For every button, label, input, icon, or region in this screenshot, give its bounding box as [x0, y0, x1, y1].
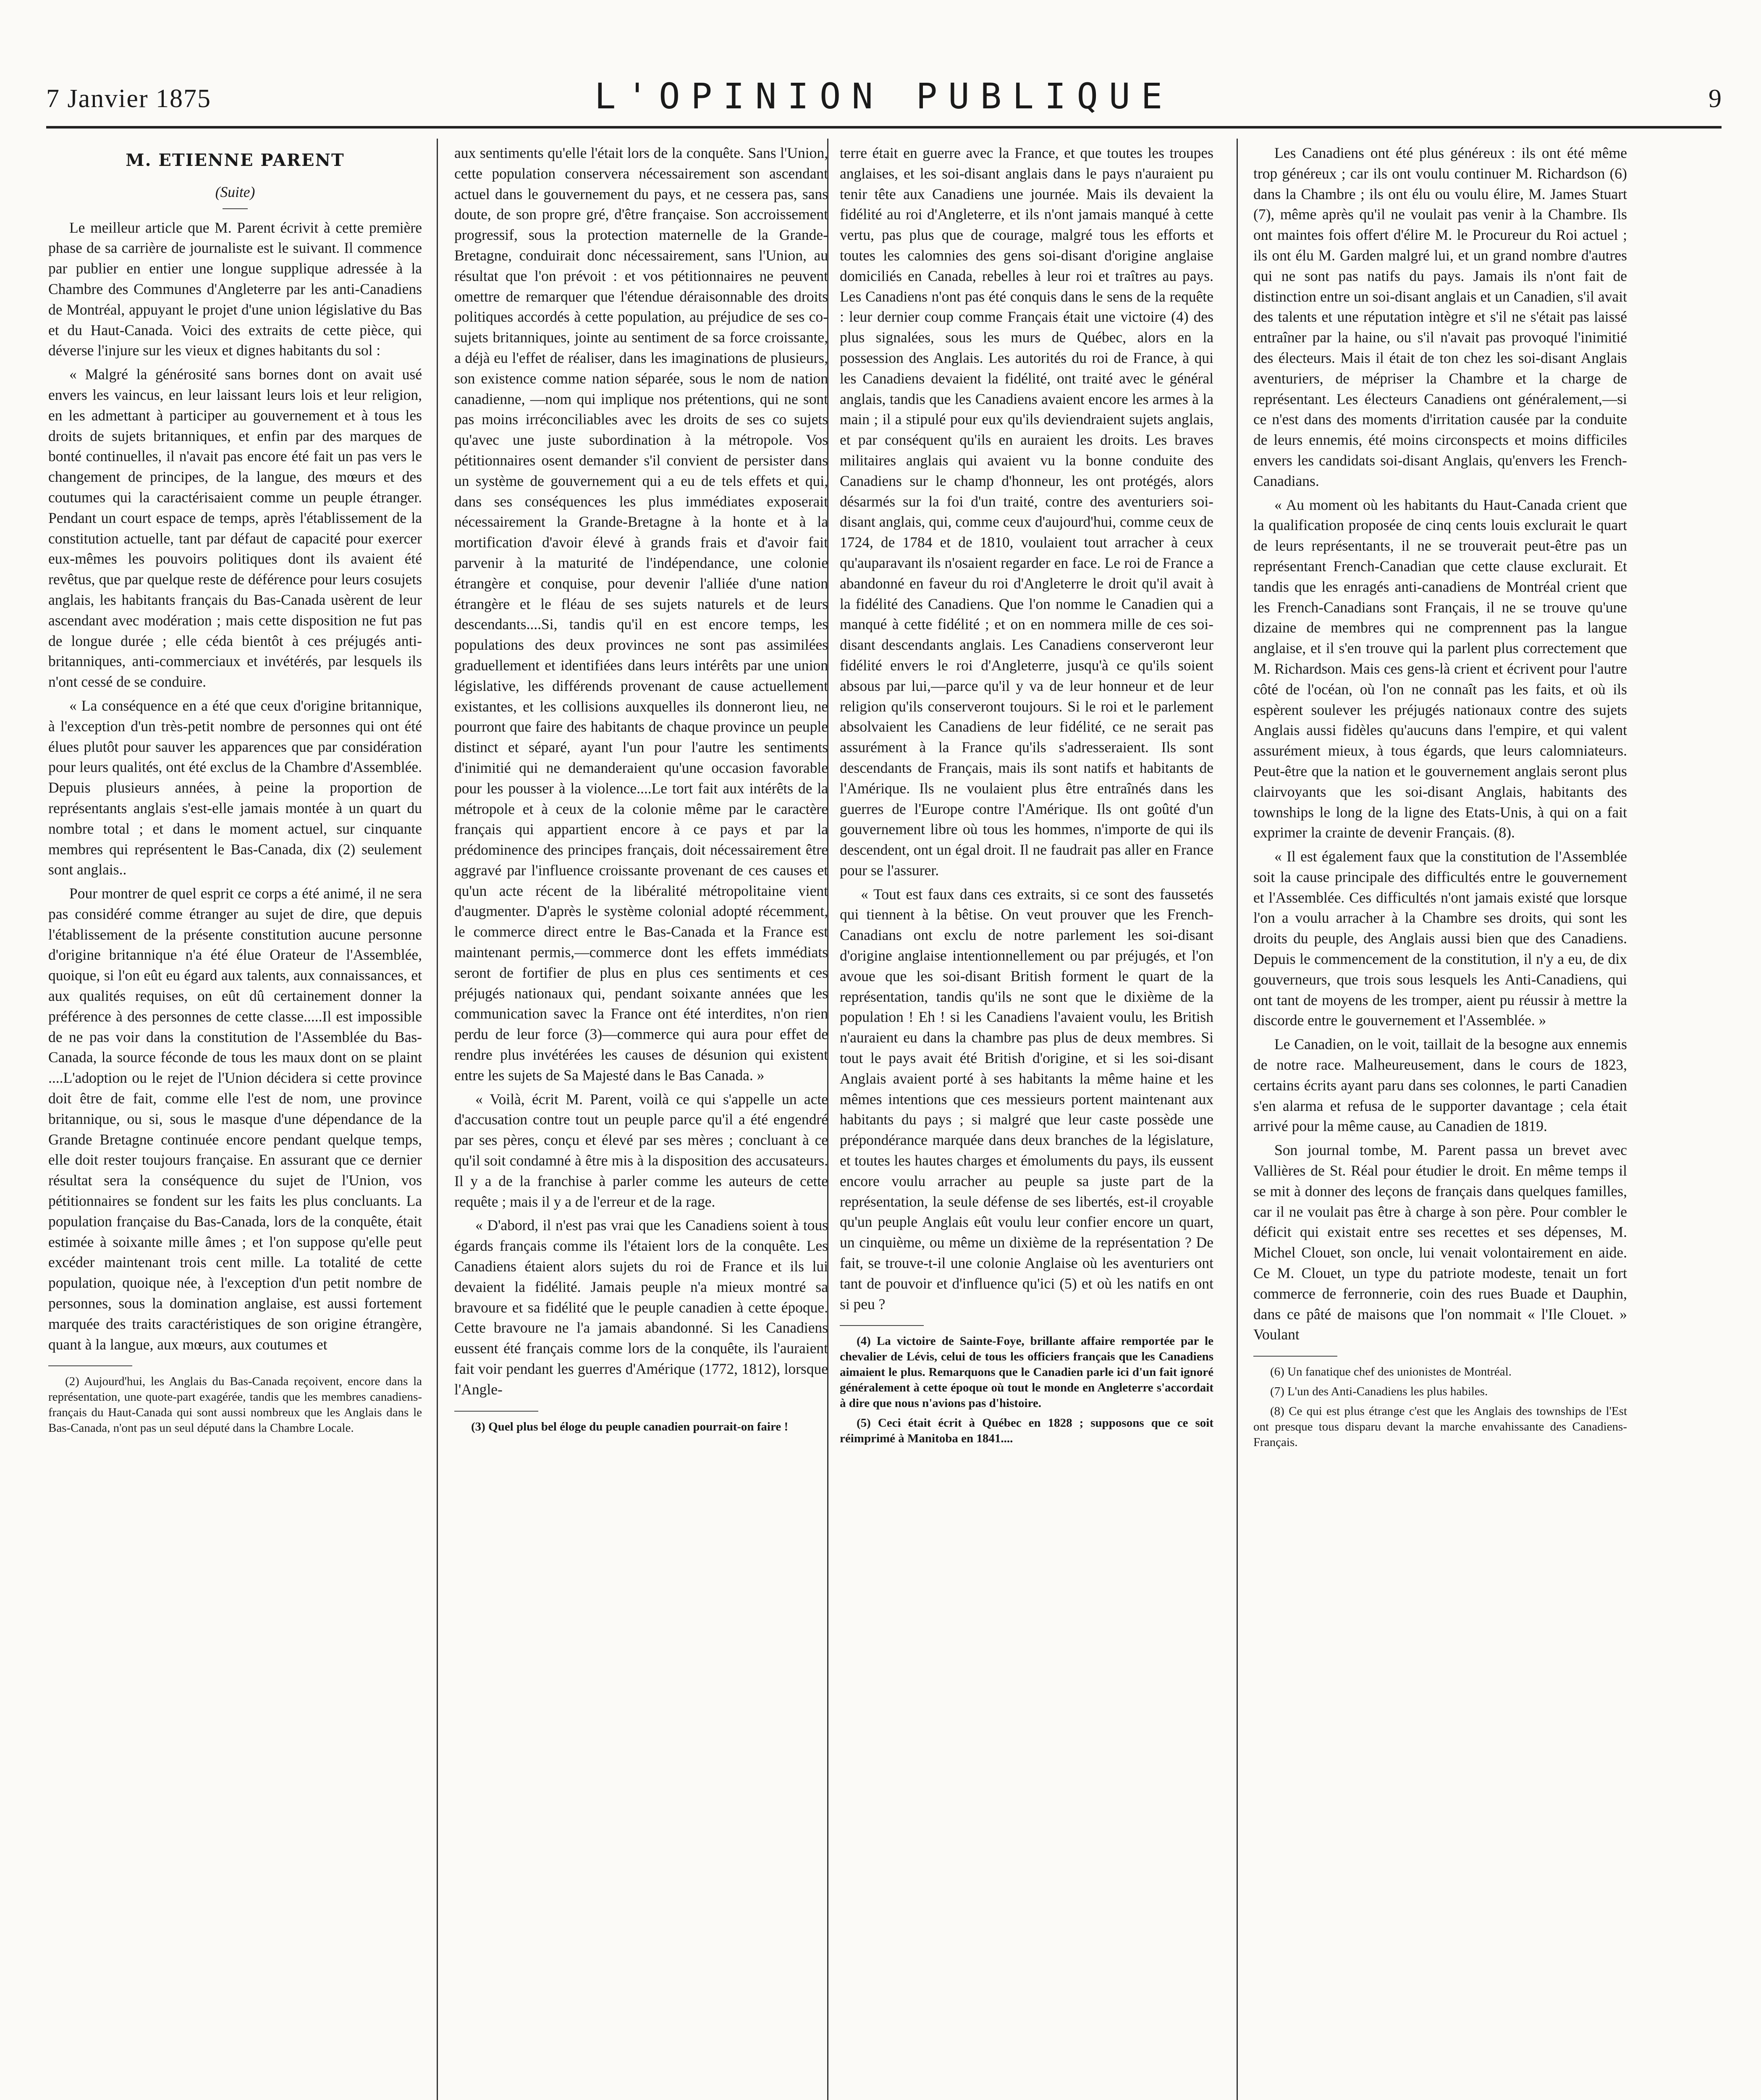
paragraph: « Voilà, écrit M. Parent, voilà ce qui s'appelle un acte d'accusation contre tout un peuple parce qu'il a été engendré par ses pères, conçu et élevé par ses mères ; concluant à ce qu'il soit condamné à être mis à la disposition des accusateurs. Il y a de la franchise à parler comme les auteurs de cette requête ; mais il y a de l'erreur et de la rage.	[454, 1090, 828, 1210]
footnote: (5) Ceci était écrit à Québec en 1828 ; supposons que ce soit réimprimé à Manitoba en 1841....	[840, 1416, 1213, 1446]
issue-date: 7 Janvier 1875	[46, 84, 212, 113]
footnote-rule	[840, 1325, 924, 1326]
paragraph: terre était en guerre avec la France, et que toutes les troupes anglaises, et les soi-disant anglais dans le pays n'auraient pu tenir tête aux Canadiens une journée. Mais ils devaient la fidélité au roi d'Angleterre, et ils n'ont jamais manqué à cette vertu, pas plus que de courage, malgré tous les efforts et toutes les calomnies des gens soi-disant d'origine anglaise domiciliés en Canada, rebelles à leur roi et traîtres au pays. Les Canadiens n'ont pas été conquis dans le sens de la requête : leur dernier coup comme Français était une victoire (4) des plus signalées, sous les murs de Québec, alors en la possession des Anglais. Les autorités du roi de France, à qui les Canadiens devaient la fidélité, ont traité avec le général anglais, tandis que les Canadiens avaient encore les armes à la main ; il a stipulé pour eux qu'ils deviendraient sujets anglais, et par conséquent qu'ils en auraient les droits. Les braves militaires anglais qui avaient vu la bonne conduite des Canadiens sur le champ d'honneur, les ont protégés, alors désarmés sur la foi d'un traité, contre des aventuriers soi-disant anglais, qui, comme ceux d'aujourd'hui, comme ceux de 1724, de 1784 et de 1810, voulaient tout arracher à ceux qu'auparavant ils n'osaient regarder en face. Le roi de France a abandonné en faveur du roi d'Angleterre le droit qu'il avait à la fidélité des Canadiens. Que l'on nomme le Canadien qui a manqué à cette fidélité ; et on en nommera mille de ces soi-disant descendants anglais. Les Canadiens conserveront leur fidélité envers le roi d'Angleterre, jusqu'à ce qu'ils soient absous par lui,—parce qu'il y va de leur honneur et de leur religion qu'ils conserveront toujours. Si le roi et le parlement absolvaient les Canadiens de leur fidélité, ce ne serait pas assurément à la France qu'ils s'adresseraient. Ils sont descendants de Français, mais ils sont natifs et habitants de l'Amérique. Ils ne voulaient plus être entraînés dans les guerres de l'Europe contre l'Amérique. Ils ont goûté d'un gouvernement libre où tous les hommes, n'importe de qui ils descendent, ont un égal droit. Il ne faudrait pas aller en France pour se l'assurer.	[840, 144, 1213, 879]
footnote: (4) La victoire de Sainte-Foye, brillante affaire remportée par le chevalier de Lévis, celui de tous les officiers français que les Canadiens aimaient le plus. Remarquons que le Canadien parle ici d'un fait ignoré généralement à cette époque où tout le monde en Angleterre s'accordait à dire que nous n'avions pas d'histoire.	[840, 1334, 1213, 1410]
footnote: (2) Aujourd'hui, les Anglais du Bas-Canada reçoivent, encore dans la représentation, une quote-part exagérée, tandis que les membres canadiens-français du Haut-Canada qui sont aussi nombreux que les Anglais dans le Bas-Canada, n'ont pas un seul député dans la Chambre Locale.	[48, 1375, 422, 1435]
paragraph: Les Canadiens ont été plus généreux : ils ont été même trop généreux ; car ils ont voulu continuer M. Richardson (6) dans la Chambre ; ils ont élu ou voulu élire, M. James Stuart (7), même après qu'il ne voulait pas venir à la Chambre. Ils ont maintes fois offert d'élire M. le Procureur du Roi actuel ; ils ont élu M. Garden malgré lui, et un grand nombre d'autres qui ne sont pas natifs du pays. Jamais ils n'ont fait de distinction entre un soi-disant anglais et un Canadien, s'il avait des talents et une réputation intègre et s'il ne s'était pas laissé entraîner par la haine, ou s'il n'avait pas provoqué l'inimitié des électeurs. Mais il était de ton chez les soi-disant Anglais aventuriers, de mépriser la Chambre et la charge de représentant. Les électeurs Canadiens ont généralement,—si ce n'est dans des moments d'irritation causée par la conduite de leurs ennemis, été moins circonspects et moins difficiles envers les candidats soi-disant Anglais, qu'envers les French-Canadians.	[1253, 144, 1627, 489]
article-title: M. ETIENNE PARENT	[126, 150, 345, 170]
column-3	[840, 143, 1213, 2100]
paragraph: « Malgré la générosité sans bornes dont on avait usé envers les vaincus, en leur laissant leurs lois et leur religion, en les admettant à participer au gouvernement et à tous les droits de sujets britanniques, et enfin par des marques de bonté continuelles, il n'avait pas encore été fait un pas vers le changement de principes, de la langue, des mœurs et des coutumes qui la caractérisaient comme un peuple étranger. Pendant un court espace de temps, après l'établissement de la constitution actuelle, tant par défaut de capacité pour exercer eux-mêmes les pouvoirs politiques dont ils avaient été revêtus, que par quelque reste de déférence pour leurs cosujets anglais, les habitants français du Bas-Canada usèrent de leur ascendant avec modération ; mais cette disposition ne fut pas de longue durée ; elle céda bientôt à ces préjugés anti-britanniques, anti-commerciaux et invétérés, par lesquels ils n'ont cessé de se conduire.	[48, 366, 422, 690]
page-header	[46, 76, 1722, 130]
column-rule	[1237, 139, 1238, 2100]
paragraph: « Il est également faux que la constitution de l'Assemblée soit la cause principale des difficultés entre le gouvernement et l'Assemblée. Ces difficultés n'ont jamais existé que lorsque l'on a voulu arracher à la Chambre ses droits, qui sont les droits du peuple, des Anglais aussi bien que des Canadiens. Depuis le commencement de la constitution, il n'y a eu, de dix gouverneurs, que trois sous lesquels les Anti-Canadiens, qui ont tant de moyens de les tromper, aient pu réussir à mettre la discorde entre le gouvernement et l'Assemblée. »	[1253, 848, 1627, 1029]
footnote-rule	[454, 1411, 538, 1412]
paragraph: « La conséquence en a été que ceux d'origine britannique, à l'exception d'un très-petit nombre de personnes qui ont été élues plutôt pour sauver les apparences que par considération pour leurs qualités, ont été exclus de la Chambre d'Assemblée. Depuis plusieurs années, à peine la proportion de représentants anglais s'est-elle jamais montée à un quart du nombre total ; et dans le moment actuel, sur cinquante membres qui représentent le Bas-Canada, dix (2) seulement sont anglais..	[48, 697, 422, 878]
header-rule	[46, 126, 1722, 129]
column-1	[48, 143, 422, 2100]
paragraph: Son journal tombe, M. Parent passa un brevet avec Vallières de St. Réal pour étudier le droit. En même temps il se mit à donner des leçons de français dans quelques familles, car il ne voulait pas être à charge à son père. Pour combler le déficit qui existait entre ses recettes et ses dépenses, M. Michel Clouet, son oncle, lui venait volontairement en aide. Ce M. Clouet, un type du patriote modeste, tenait un fort commerce de ferronnerie, coin des rues Buade et Dauphin, dans ce pâté de maisons que l'on nommait « l'Ile Clouet. » Voulant	[1253, 1142, 1627, 1343]
footnote-rule	[1253, 1356, 1337, 1357]
paragraph: Pour montrer de quel esprit ce corps a été animé, il ne sera pas considéré comme étranger au sujet de dire, que depuis l'établissement de la présente constitution aucune personne d'origine britannique n'a été élue Orateur de l'Assemblée, quoique, si l'on eût eu égard aux talents, aux connaissances, et aux qualités requises, on eût dû certainement donner la préférence à des personnes de cette classe.....Il est impossible de ne pas voir dans la constitution de l'Assemblée du Bas-Canada, la source féconde de tous les maux dont on se plaint ....L'adoption ou le rejet de l'Union décidera si cette province doit être de fait, comme elle l'est de nom, une province britannique, ou si, sous le masque d'une dépendance de la Grande Bretagne continuée encore pendant quelque temps, elle doit rester toujours française. En assurant que ce dernier résultat sera la conséquence du sujet de l'Union, vos pétitionnaires se fondent sur les faits les plus concluants. La population française du Bas-Canada, lors de la conquête, était estimée à soixante mille âmes ; et l'on suppose qu'elle peut excéder maintenant trois cent mille. La totalité de cette population, quoique née, à l'exception d'un petit nombre de personnes, sous la domination anglaise, est aussi fortement marquée des traits caractéristiques de son origine étrangère, quant à la langue, aux mœurs, aux coutumes et	[48, 885, 422, 1353]
paragraph: « Au moment où les habitants du Haut-Canada crient que la qualification proposée de cinq cents louis exclurait le quart de leurs représentants, il ne se trouverait peut-être pas un représentant French-Canadian que cette clause exclurait. Et tandis que les enragés anti-canadiens de Montréal crient que les French-Canadians sont Français, il ne se trouve qu'une dizaine de membres qui ne comprennent pas la langue anglaise, et il s'en trouve qui la parlent plus correctement que M. Richardson. Mais ces gens-là crient et écrivent pour l'autre côté de l'océan, où l'on ne connaît pas les faits, et où ils espèrent soulever les préjugés nationaux contre des sujets Anglais aussi fidèles qu'aucuns dans l'empire, et qui valent assurément mieux, à tous égards, que leurs calomniateurs. Peut-être que la nation et le gouvernement anglais seront plus clairvoyants que les soi-disant Anglais, habitants des townships le long de la ligne des Etats-Unis, à qui on a fait exprimer la crainte de devenir Français. (8).	[1253, 496, 1627, 841]
column-rule	[437, 139, 438, 2100]
column-2	[454, 143, 828, 2100]
paragraph: « D'abord, il n'est pas vrai que les Canadiens soient à tous égards français comme ils l'étaient lors de la conquête. Les Canadiens étaient alors sujets du roi de France et ils lui devaient la fidélité. Jamais peuple n'a mieux montré sa bravoure et sa fidélité que le peuple canadien à cette époque. Cette bravoure ne l'a jamais abandonné. Si les Canadiens eussent été français comme lors de la conquête, ils l'auraient fait voir pendant les guerres d'Amérique (1772, 1812), lorsque l'Angle-	[454, 1217, 828, 1398]
paragraph: Le Canadien, on le voit, taillait de la besogne aux ennemis de notre race. Malheureusement, dans le cours de 1823, certains écrits ayant paru dans ses colonnes, le parti Canadien s'en alarma et refusa de le supporter davantage ; cela était arrivé pour la même cause, au Canadien de 1819.	[1253, 1036, 1627, 1135]
paragraph: aux sentiments qu'elle l'était lors de la conquête. Sans l'Union, cette population conservera nécessairement son ascendant actuel dans le gouvernement du pays, et ne cessera pas, sans doute, de son propre gré, d'être française. Son accroissement progressif, sous la protection maternelle de la Grande-Bretagne, conduirait donc nécessairement, sans l'Union, au résultat que l'on prévoit : et vos pétitionnaires ne peuvent omettre de remarquer que l'étendue déraisonnable des droits politiques accordés à cette population, au préjudice de ses co-sujets britanniques, jointe au sentiment de sa force croissante, a déjà eu l'effet de réaliser, dans les imaginations de plusieurs, son existence comme nation séparée, sous le nom de nation canadienne, —nom qui implique nos prétentions, qui ne sont pas moins irréconciliables avec les droits de ses co sujets qu'avec une juste subordination à la métropole. Vos pétitionnaires osent demander s'il convient de persister dans un système de gouvernement qui a eu de tels effets et qui, dans ses conséquences les plus immédiates exposerait nécessairement la Grande-Bretagne à la honte et à la mortification d'avoir élevé à grands frais et d'avoir fait parvenir à la maturité de l'indépendance, une colonie étrangère et conquise, pour devenir l'alliée d'une nation étrangère et le fléau de ses sujets naturels et de leurs descendants....Si, tandis qu'il en est encore temps, les populations des deux provinces ne sont pas assimilées graduellement et identifiées dans leurs intérêts par une union législative, les différends provenant de cause actuellement existantes, et les collisions auxquelles ils donneront lieu, ne pourront que faire des habitants de chaque province un peuple distinct et séparé, ayant l'un pour l'autre les sentiments d'inimitié qui ne demanderaient qu'une occasion favorable pour les pousser à la violence....Le tort fait aux intérêts de la métropole et à ceux de la colonie même par le caractère français qui appartient encore à ce pays et par la prédominence des principes français, doit nécessairement être aggravé par l'influence croissante provenant de ces causes et qu'un acte récent de la libéralité métropolitaine vient d'augmenter. D'après le système colonial adopté récemment, le commerce direct entre le Bas-Canada et la France est maintenant permis,—commerce dont les effets immédiats seront de fortifier de plus en plus ces sentiments et ces préjugés nationaux qui, pendant soixante années que les communication savec la France ont été interdites, n'on rien perdu de leur force (3)—commerce qui aura pour effet de rendre plus invétérées les causes de désunion qui existent entre les sujets de Sa Majesté dans le Bas Canada. »	[454, 144, 828, 1084]
footnote: (6) Un fanatique chef des unionistes de Montréal.	[1270, 1365, 1512, 1379]
footnote: (3) Quel plus bel éloge du peuple canadien pourrait-on faire !	[471, 1420, 789, 1433]
footnote-rule	[48, 1365, 132, 1366]
footnote: (7) L'un des Anti-Canadiens les plus habiles.	[1270, 1385, 1488, 1399]
paragraph: « Tout est faux dans ces extraits, si ce sont des faussetés qui tiennent à la bêtise. On veut prouver que les French-Canadians ont exclu de notre parlement les soi-disant d'origine anglaise intentionnellement ou par préjugés, et l'on avoue que les soi-disant British forment le quart de la représentation, tandis qu'ils ne sont que le dixième de la population ! Eh ! si les Canadiens l'avaient voulu, les British n'auraient eu dans la chambre pas plus de deux membres. Si tout le pays avait été British d'origine, et si les soi-disant Anglais avaient porté à ses habitants la même haine et les mêmes intentions que ces messieurs portent maintenant aux habitants du pays ; si malgré que leur caste possède une prépondérance marquée dans deux branches de la législature, et toutes les hautes charges et émoluments du pays, ils eussent encore voulu arracher au peuple sa juste part de la représentation, la seule défense de ses libertés, est-il croyable qu'un peuple Anglais eût voulu leur confier encore un quart, un cinquième, ou même un dixième de la représentation ? De fait, se trouve-t-il une colonie Anglaise où les aventuriers ont tant de pouvoir et d'influence qu'ici (5) et où les natifs en ont si peu ?	[840, 885, 1213, 1312]
paragraph: Le meilleur article que M. Parent écrivit à cette première phase de sa carrière de journaliste est le suivant. Il commence par publier en entier une longue supplique adressée à la Chambre des Communes d'Angleterre par les anti-Canadiens de Montréal, appuyant le projet d'une union législative du Bas et du Haut-Canada. Voici des extraits de cette pièce, qui déverse l'injure sur les vieux et dignes habitants du sol :	[48, 219, 422, 359]
article-subtitle: (Suite)	[215, 183, 255, 200]
footnote: (8) Ce qui est plus étrange c'est que les Anglais des townships de l'Est ont presque tous disparu devant la marche envahissante des Canadiens-Français.	[1253, 1404, 1627, 1449]
newspaper-title: L'OPINION PUBLIQUE	[594, 76, 1174, 117]
page-number: 9	[1709, 84, 1722, 113]
column-4	[1253, 143, 1627, 2100]
title-rule	[223, 208, 248, 209]
